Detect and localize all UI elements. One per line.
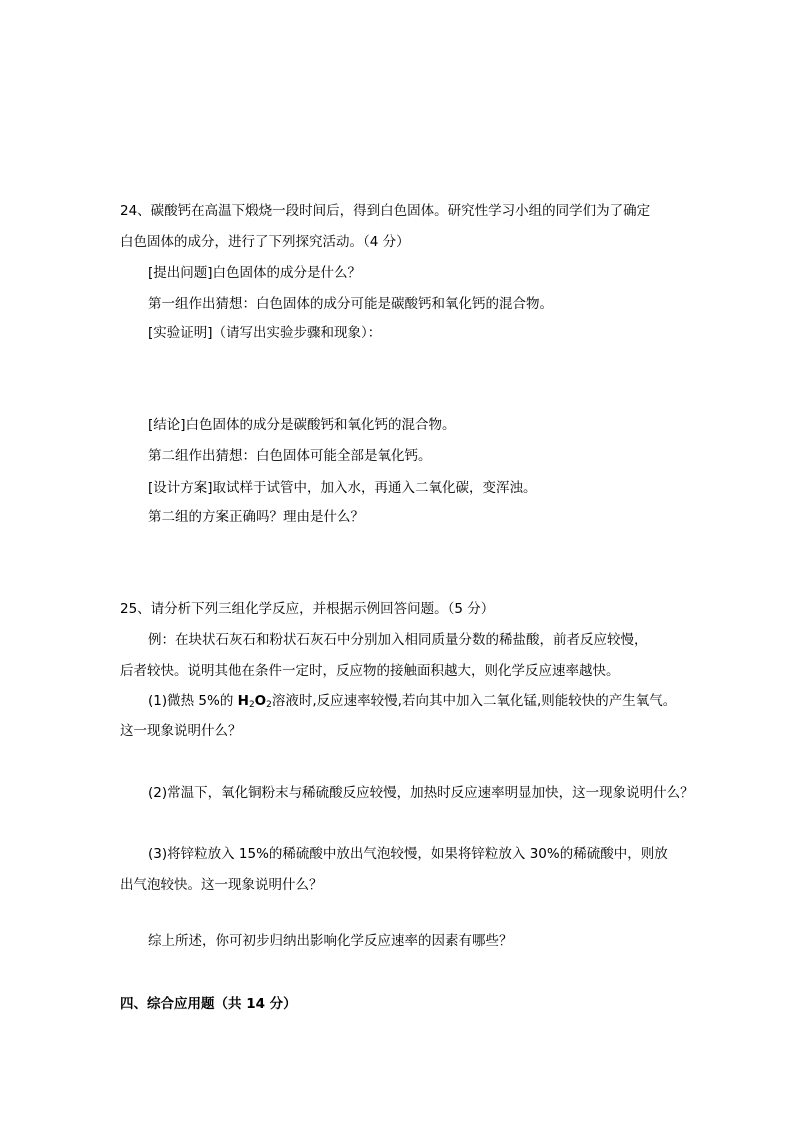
q24-experiment: [实验证明]（请写出实验步骤和现象）： — [148, 325, 382, 341]
h2o2-h: H — [237, 693, 249, 709]
q24-design: [设计方案]取试样于试管中，加入水，再通入二氧化碳，变浑浊。 — [148, 480, 537, 496]
h2o2-sub2: 2 — [266, 700, 272, 710]
p1-pre: (1)微热 5%的 — [148, 693, 238, 709]
q25-example-line1: 例：在块状石灰石和粉状石灰石中分别加入相同质量分数的稀盐酸，前者反应较慢， — [148, 632, 648, 648]
q25-part1-line2: 这一现象说明什么？ — [120, 723, 242, 739]
q25-summary: 综上所述，你可初步归纳出影响化学反应速率的因素有哪些？ — [148, 933, 513, 949]
h2o2-o: O — [254, 693, 267, 709]
p1-post: 溶液时,反应速率较慢,若向其中加入二氧化锰,则能较快的产生氧气。 — [271, 693, 677, 709]
q25-example-line2: 后者较快。说明其他在条件一定时，反应物的接触面积越大，则化学反应速率越快。 — [120, 663, 620, 679]
q25-line1: 25、请分析下列三组化学反应，并根据示例回答问题。（5 分） — [120, 601, 495, 617]
q25-part1-line1 — [148, 692, 676, 714]
q25-part3-line1: (3)将锌粒放入 15%的稀硫酸中放出气泡较慢，如果将锌粒放入 30%的稀硫酸中，则放 — [148, 846, 668, 862]
q24-question: [提出问题]白色固体的成分是什么？ — [148, 265, 362, 281]
q24-group2-guess: 第二组作出猜想：白色固体可能全部是氧化钙。 — [148, 448, 432, 464]
h2o2-sub1: 2 — [248, 700, 255, 710]
q25-part3-line2: 出气泡较快。这一现象说明什么？ — [120, 877, 323, 893]
q24-conclusion: [结论]白色固体的成分是碳酸钙和氧化钙的混合物。 — [148, 417, 456, 433]
section-4-heading: 四、综合应用题（共 14 分） — [120, 996, 297, 1012]
q24-line2: 白色固体的成分，进行了下列探究活动。（4 分） — [120, 234, 410, 250]
q24-line1: 24、碳酸钙在高温下煅烧一段时间后，得到白色固体。研究性学习小组的同学们为了确定 — [120, 203, 651, 219]
q25-part2: (2)常温下，氧化铜粉末与稀硫酸反应较慢，加热时反应速率明显加快，这一现象说明什么？ — [148, 785, 694, 801]
q24-group1-guess: 第一组作出猜想：白色固体的成分可能是碳酸钙和氧化钙的混合物。 — [148, 296, 553, 312]
q24-ask: 第二组的方案正确吗？理由是什么？ — [148, 509, 364, 525]
